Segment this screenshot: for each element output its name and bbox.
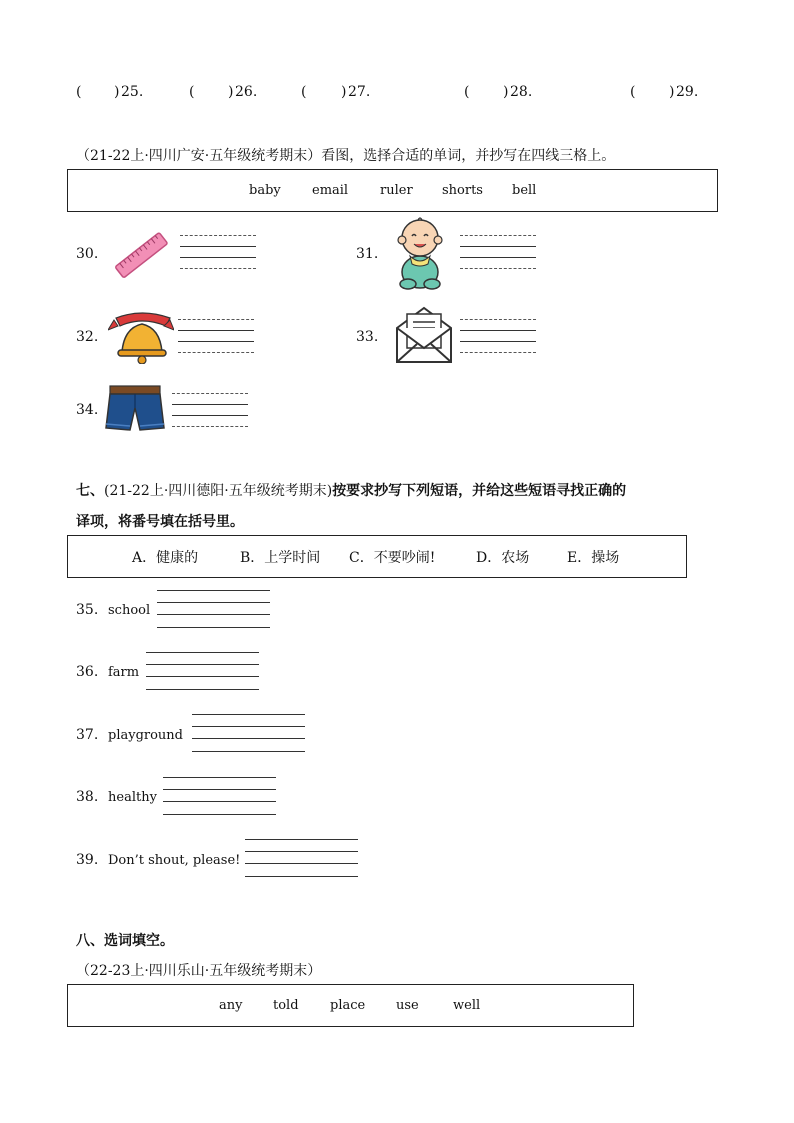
question-number: 29. <box>676 84 699 100</box>
item-number: 37. <box>76 727 99 743</box>
options-box <box>67 535 687 578</box>
section-8-source: （22-23上·四川乐山·五年级统考期末） <box>76 963 322 979</box>
section-8-heading: 八、选词填空。 <box>76 933 174 949</box>
bracket-open: ( <box>630 84 636 100</box>
word-bank-item: bell <box>512 183 537 198</box>
word-bank-item: shorts <box>442 183 483 198</box>
option-item: C．不要吵闹! <box>349 549 436 566</box>
baby-icon <box>392 216 448 292</box>
item-number: 31. <box>356 246 379 262</box>
phrase-text: farm <box>108 665 140 680</box>
item-number: 36. <box>76 664 99 680</box>
word-bank-item: told <box>273 998 299 1013</box>
bracket-open: ( <box>464 84 470 100</box>
item-number: 38. <box>76 789 99 805</box>
bracket-open: ( <box>301 84 307 100</box>
word-bank-item: email <box>312 183 349 198</box>
option-item: A．健康的 <box>132 549 199 566</box>
question-number: 28. <box>510 84 533 100</box>
bracket-close: ) <box>503 84 509 100</box>
item-number: 32. <box>76 329 99 345</box>
option-item: B．上学时间 <box>240 549 321 566</box>
bracket-open: ( <box>189 84 195 100</box>
question-number: 25. <box>121 84 144 100</box>
email-icon <box>393 306 455 366</box>
phrase-text: playground <box>108 728 184 743</box>
word-bank-item: ruler <box>380 183 413 198</box>
item-number: 30. <box>76 246 99 262</box>
word-bank-item: place <box>330 998 366 1013</box>
ruler-icon <box>112 228 172 284</box>
section-6-instruction: （21-22上·四川广安·五年级统考期末）看图，选择合适的单词，并抄写在四线三格上。 <box>76 148 616 164</box>
bracket-close: ) <box>228 84 234 100</box>
section-7-source: (21-22上·四川德阳·五年级统考期末) <box>104 483 333 499</box>
word-bank-item: well <box>453 998 481 1013</box>
option-item: E．操场 <box>567 549 620 566</box>
bracket-close: ) <box>669 84 675 100</box>
phrase-text: healthy <box>108 790 157 805</box>
item-number: 34. <box>76 402 99 418</box>
item-number: 35. <box>76 602 99 618</box>
bracket-open: ( <box>76 84 82 100</box>
word-bank-box <box>67 169 718 212</box>
question-number: 27. <box>348 84 371 100</box>
bracket-close: ) <box>341 84 347 100</box>
item-number: 33. <box>356 329 379 345</box>
bell-icon <box>108 308 174 364</box>
word-bank-item: use <box>396 998 419 1013</box>
option-item: D．农场 <box>476 549 530 566</box>
section-7-heading <box>76 480 626 500</box>
section-8-word-bank <box>67 984 634 1027</box>
phrase-text: Don’t shout, please! <box>108 853 241 868</box>
bracket-close: ) <box>114 84 120 100</box>
question-number: 26. <box>235 84 258 100</box>
word-bank-item: any <box>219 998 243 1013</box>
word-bank-item: baby <box>249 183 281 198</box>
item-number: 39. <box>76 852 99 868</box>
section-7-task: 按要求抄写下列短语，并给这些短语寻找正确的 <box>332 483 627 499</box>
section-7-prefix: 七、 <box>76 483 104 499</box>
section-7-heading-line2: 译项，将番号填在括号里。 <box>76 514 244 530</box>
phrase-text: school <box>108 603 151 618</box>
shorts-icon <box>104 384 166 434</box>
